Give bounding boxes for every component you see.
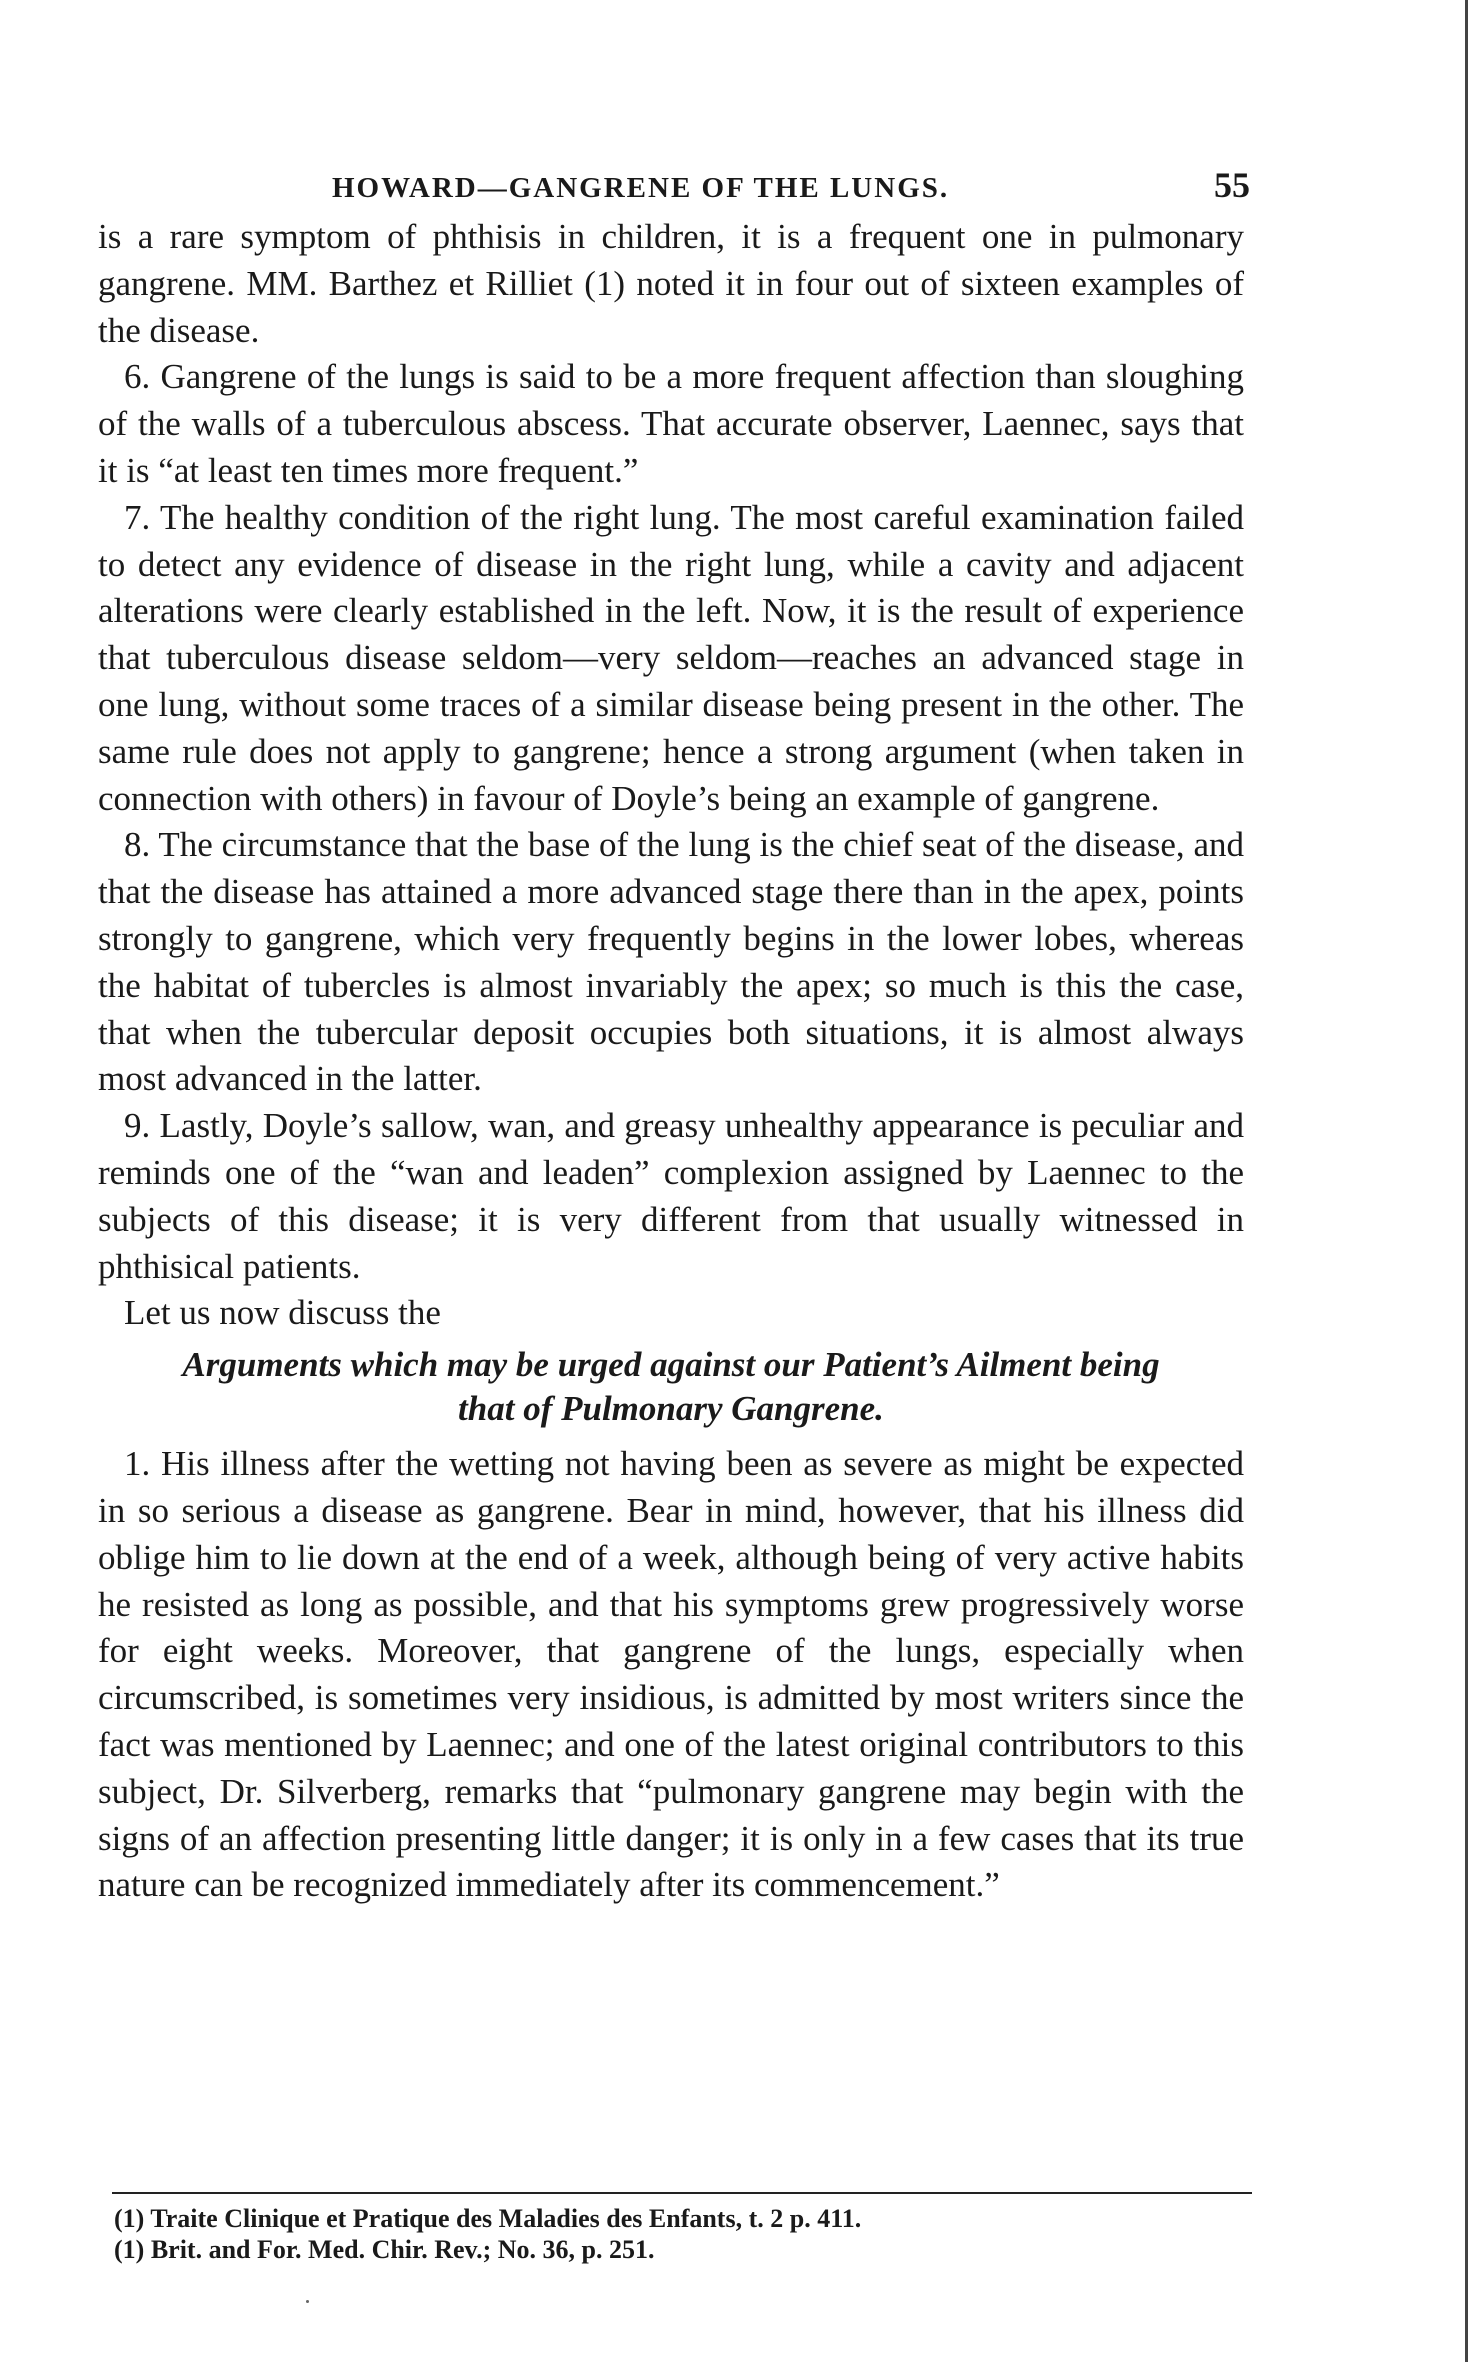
paragraph-8: 8. The circumstance that the base of the lung is the chief seat of the disease, and that the disease has attained a more advanced stage there than in the apex, points strongly to gangrene, which very frequently begins in the lower lobes, whereas the habitat of tubercles is almost invariably the apex; so much is this the case, that when the tubercular deposit occupies both situations, it is almost always most advanced in the latter. — [98, 825, 1244, 1099]
paper-speck — [306, 2300, 309, 2303]
footnotes — [114, 2203, 1234, 2265]
footnote-rule — [112, 2192, 1252, 2194]
paragraph-discuss: Let us now discuss the — [124, 1293, 441, 1333]
running-head: HOWARD—GANGRENE OF THE LUNGS. — [332, 172, 950, 204]
section-heading-line-1: Arguments which may be urged against our Patient’s Ailment being — [182, 1345, 1160, 1385]
paragraph-7: 7. The healthy condition of the right lung. The most careful examination failed to detect any evidence of disease in the right lung, while a cavity and adjacent alterations were clearly established in the left. Now, it is the result of experience that tuberculous disease seldom—very seldom—reaches an advanced stage in one lung, without some traces of a similar disease being present in the other. The same rule does not apply to gangrene; hence a strong argument (when taken in connection with others) in favour of Doyle’s being an example of gangrene. — [98, 497, 1244, 818]
footnote-1: (1) Traite Clinique et Pratique des Maladies des Enfants, t. 2 p. 411. — [114, 2204, 862, 2233]
section-heading — [98, 1343, 1244, 1431]
page-header — [98, 150, 1250, 206]
paragraph-argument-1: 1. His illness after the wetting not having been as severe as might be expected in so serious a disease as gangrene. Bear in mind, however, that his illness did oblige him to lie down at the end of a week, although being of very active habits he resisted as long as possible, and that his symptoms grew progressively worse for eight weeks. Moreover, that gangrene of the lungs, especially when circumscribed, is sometimes very insidious, is admitted by most writers since the fact was mentioned by Laennec; and one of the latest original contributors to this subject, Dr. Silverberg, remarks that “pulmonary gangrene may begin with the signs of an affection presenting little danger; it is only in a few cases that its true nature can be recognized immediately after its commencement.” — [98, 1444, 1244, 1905]
footnote-2: (1) Brit. and For. Med. Chir. Rev.; No. 36, p. 251. — [114, 2235, 655, 2264]
section-heading-line-2: that of Pulmonary Gangrene. — [458, 1389, 884, 1429]
paragraph-9: 9. Lastly, Doyle’s sallow, wan, and greasy unhealthy appearance is peculiar and reminds one of the “wan and leaden” complexion assigned by Laennec to the subjects of this disease; it is very different from that usually witnessed in phthisical patients. — [98, 1106, 1244, 1286]
page-number: 55 — [1214, 165, 1250, 205]
paragraph-continued: is a rare symptom of phthisis in children, it is a frequent one in pulmonary gangrene. MM. Barthez et Rilliet (1) noted it in four out of sixteen examples of the disease. — [98, 217, 1244, 350]
body-text — [98, 214, 1244, 1909]
page — [98, 150, 1250, 2264]
paragraph-6: 6. Gangrene of the lungs is said to be a more frequent affection than sloughing of the walls of a tuberculous abscess. That accurate observer, Laennec, says that it is “at least ten times more frequent.” — [98, 357, 1244, 490]
